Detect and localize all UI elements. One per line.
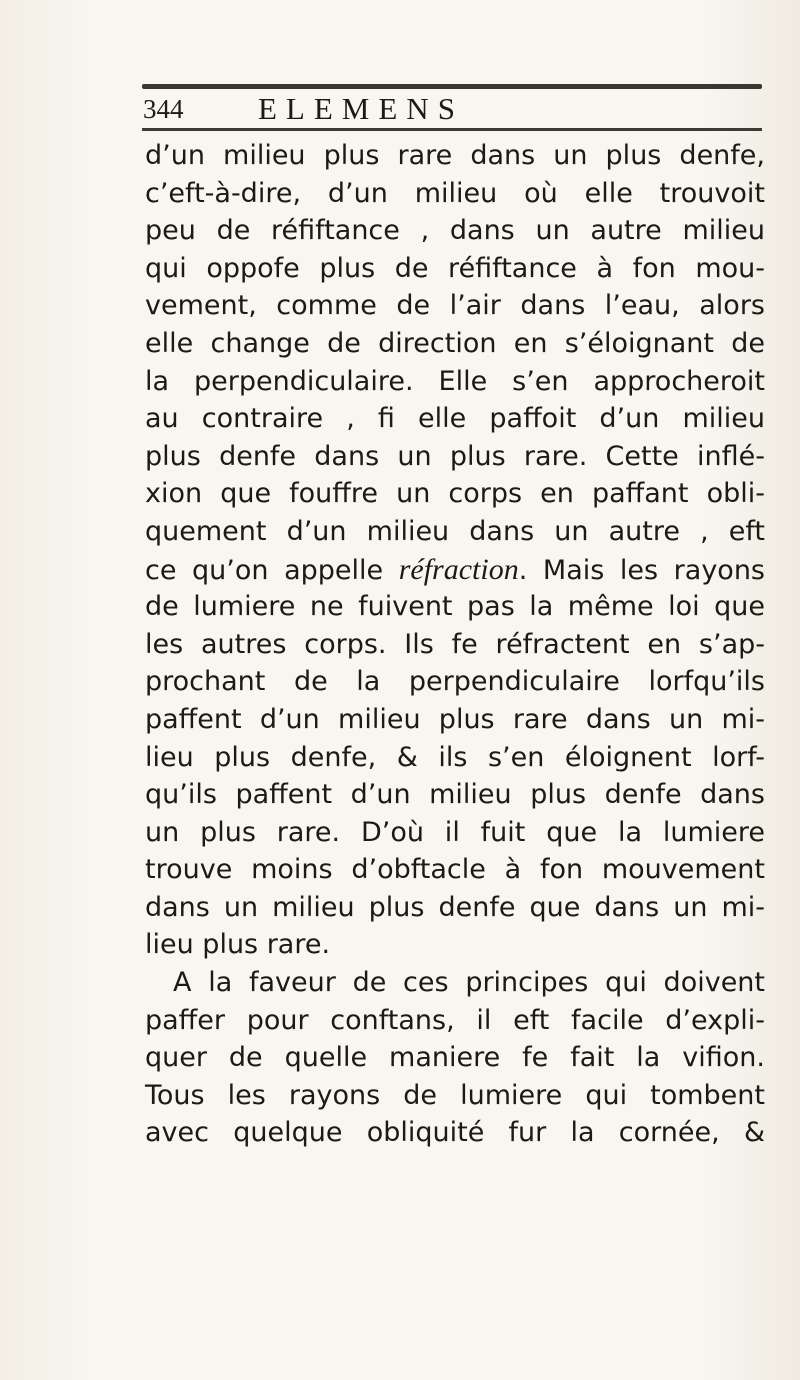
header-rule (142, 128, 762, 131)
text-line: quer de quelle maniere fe fait la vifion. (145, 1042, 765, 1074)
text-line: la perpendiculaire. Elle s’en approcheroit (145, 365, 765, 397)
text-line: peu de réfiftance , dans un autre milieu (145, 215, 765, 247)
italic-term: réfraction (398, 552, 519, 586)
text-line: Tous les rayons de lumiere qui tombent (145, 1079, 765, 1111)
text-line: d’un milieu plus rare dans un plus denfe, (145, 140, 765, 171)
text-line: les autres corps. Ils fe réfractent en s’ap- (145, 628, 765, 660)
text-line: qu’ils paffent d’un milieu plus denfe dans (145, 779, 765, 811)
text-line: elle change de direction en s’éloignant de (145, 327, 765, 359)
paragraph-end-line: lieu plus rare. (145, 929, 331, 961)
text-line-with-italic (145, 551, 765, 589)
text-line: de lumiere ne fuivent pas la même loi que (145, 591, 765, 623)
text-line: c’eft-à-dire, d’un milieu où elle trouvoit (145, 177, 765, 209)
text-line: paffer pour conftans, il eft facile d’expli- (145, 1004, 765, 1036)
paragraph-start-line: A la faveur de ces principes qui doivent (173, 967, 765, 999)
text-line: xion que fouffre un corps en paffant obli- (145, 478, 765, 510)
body-text (145, 137, 765, 1152)
text-fragment: . Mais les rayons (518, 554, 765, 586)
text-line: plus denfe dans un plus rare. Cette inflé- (145, 440, 765, 472)
text-line: dans un milieu plus denfe que dans un mi- (145, 891, 765, 923)
text-line: prochant de la perpendiculaire lorfqu’ils (145, 666, 765, 698)
page-number: 344 (143, 94, 184, 124)
text-line: vement, comme de l’air dans l’eau, alors (145, 290, 765, 322)
text-line: un plus rare. D’où il fuit que la lumiere (145, 816, 765, 848)
running-head: ELEMENS (258, 91, 464, 126)
text-line: trouve moins d’obftacle à fon mouvement (145, 854, 765, 886)
top-border-rule (142, 84, 762, 89)
text-line: avec quelque obliquité fur la cornée, & (145, 1117, 765, 1149)
text-line: lieu plus denfe, & ils s’en éloignent lorf- (145, 741, 765, 773)
text-line: qui oppofe plus de réfiftance à fon mou- (145, 252, 765, 284)
text-fragment: ce qu’on appelle (145, 554, 399, 586)
text-line: au contraire , fi elle paffoit d’un milieu (145, 403, 765, 435)
text-line: paffent d’un milieu plus rare dans un mi- (145, 703, 765, 735)
text-line: quement d’un milieu dans un autre , eft (145, 515, 765, 547)
